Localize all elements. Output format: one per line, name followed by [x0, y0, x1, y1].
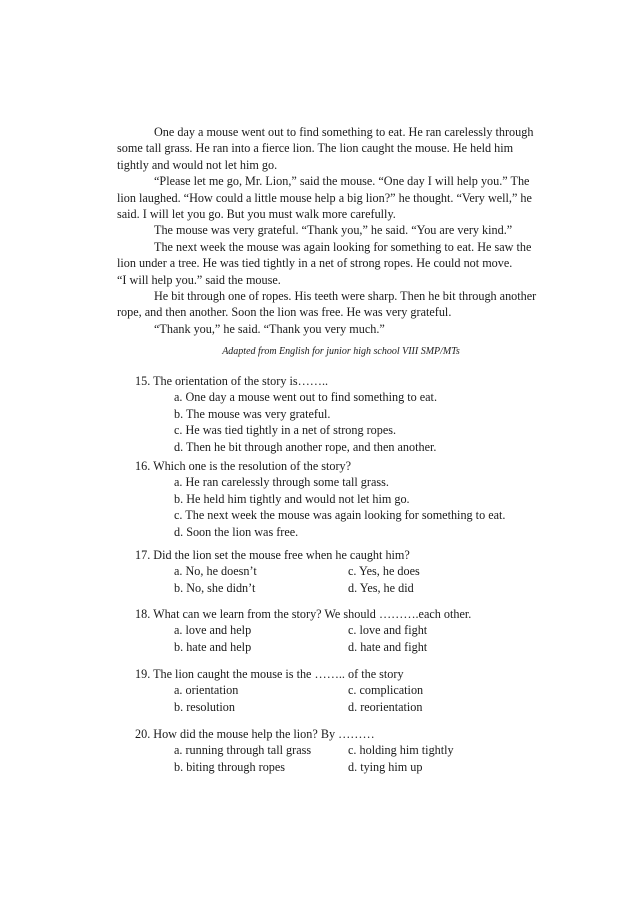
story-paragraph: “Thank you,” he said. “Thank you very much.”	[154, 321, 385, 336]
answer-option: b. resolution	[174, 699, 235, 714]
answer-option: c. love and fight	[348, 623, 428, 638]
answer-option: d. Yes, he did	[348, 580, 414, 595]
answer-option: a. He ran carelessly through some tall grass.	[174, 475, 389, 490]
answer-options	[135, 682, 555, 715]
answer-option: a. No, he doesn’t	[174, 564, 257, 579]
question-19	[135, 666, 555, 715]
question-text: 18. What can we learn from the story? We should ……….each other.	[135, 607, 472, 621]
question-16	[135, 458, 555, 540]
question-text: 19. The lion caught the mouse is the …….. of the story	[135, 667, 404, 681]
answer-option: a. orientation	[174, 683, 239, 698]
answer-option: c. He was tied tightly in a net of strong ropes.	[174, 423, 397, 438]
question-text: 17. Did the lion set the mouse free when he caught him?	[135, 548, 410, 562]
answer-option: c. holding him tightly	[348, 743, 454, 758]
question-18	[135, 606, 555, 655]
question-text: 20. How did the mouse help the lion? By ………	[135, 727, 375, 741]
question-20	[135, 726, 555, 775]
answer-option: b. He held him tightly and would not let him go.	[174, 491, 410, 506]
answer-option: c. The next week the mouse was again looking for something to eat.	[174, 508, 506, 523]
answer-option: b. hate and help	[174, 639, 252, 654]
answer-option: c. complication	[348, 683, 424, 698]
answer-option: c. Yes, he does	[348, 564, 420, 579]
answer-option: a. love and help	[174, 623, 252, 638]
story-paragraph: The next week the mouse was again looking for something to eat. He saw the lion under a tree. He was tied tightly in a net of strong ropes. He could not move.	[117, 239, 532, 271]
question-17	[135, 547, 555, 596]
answer-option: d. Soon the lion was free.	[174, 524, 299, 539]
answer-option: a. One day a mouse went out to find something to eat.	[174, 390, 437, 405]
answer-option: d. hate and fight	[348, 639, 428, 654]
answer-options	[135, 742, 555, 775]
story-paragraph: He bit through one of ropes. His teeth were sharp. Then he bit through another rope, and then another. Soon the lion was free. He was very grateful.	[117, 289, 537, 320]
story-paragraph: “I will help you.” said the mouse.	[117, 272, 281, 287]
answer-option: d. reorientation	[348, 699, 423, 714]
story-paragraph: “Please let me go, Mr. Lion,” said the mouse. “One day I will help you.” The lion laughed. “How could a little mouse help a big lion?” he thought. “Very well,” he said. I will let you go. But you must walk more carefully.	[117, 174, 532, 222]
answer-options	[135, 563, 555, 596]
story-paragraph: The mouse was very grateful. “Thank you,” he said. “You are very kind.”	[154, 223, 513, 238]
question-text: 15. The orientation of the story is……..	[135, 374, 329, 388]
answer-option: d. tying him up	[348, 759, 423, 774]
story-text	[117, 124, 537, 337]
answer-option: d. Then he bit through another rope, and then another.	[174, 439, 437, 454]
answer-option: b. No, she didn’t	[174, 580, 256, 595]
answer-option: b. The mouse was very grateful.	[174, 406, 331, 421]
story-paragraph: One day a mouse went out to find something to eat. He ran carelessly through some tall grass. He ran into a fierce lion. The lion caught the mouse. He held him tightly and would not let him go.	[117, 125, 534, 172]
question-text: 16. Which one is the resolution of the story?	[135, 459, 352, 473]
source-citation: Adapted from English for junior high school VIII SMP/MTs	[222, 346, 460, 357]
answer-option: b. biting through ropes	[174, 759, 286, 774]
answer-options	[135, 622, 555, 655]
answer-option: a. running through tall grass	[174, 743, 312, 758]
question-15	[135, 373, 555, 455]
